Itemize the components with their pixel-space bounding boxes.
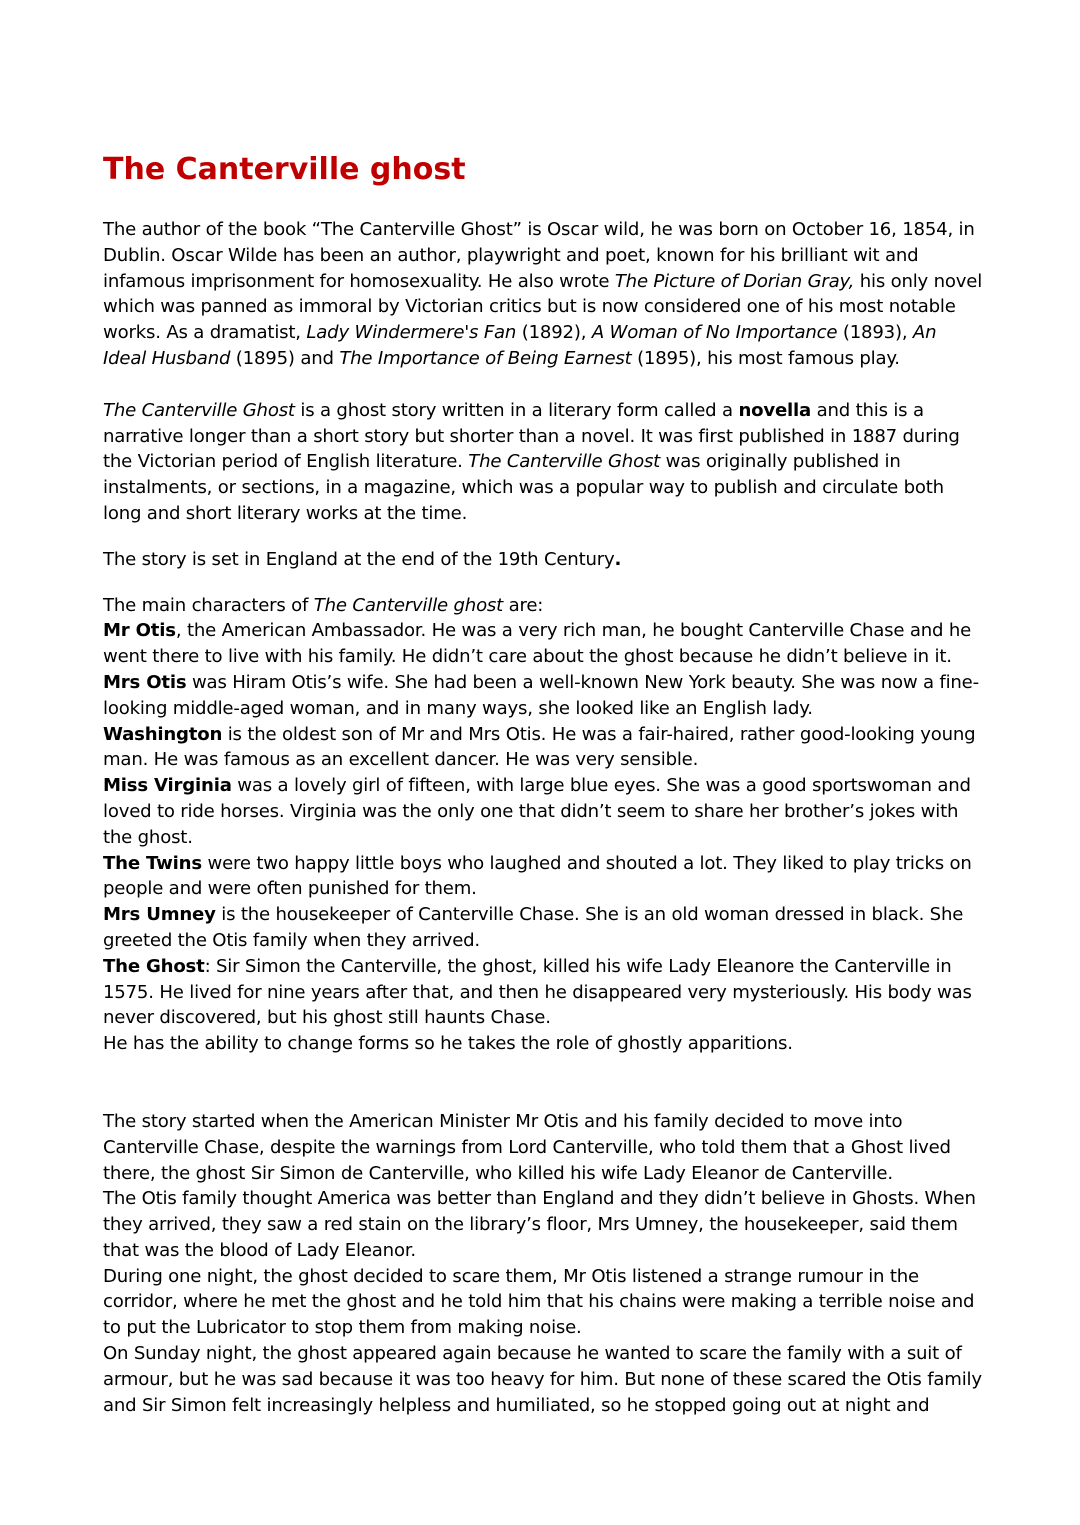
play-title-windermere: Lady Windermere's Fan xyxy=(306,322,517,344)
play-title-ideal-husband: An Ideal Husband xyxy=(103,322,937,369)
text-run: The main characters of xyxy=(103,594,314,616)
story-paragraph-3: During one night, the ghost decided to scare them, Mr Otis listened a strange rumour in the corridor, where he met the ghost and he told him that his chains were making a terrible noise and to put the Lubricator to stop them from making noise. xyxy=(103,1265,975,1339)
ghost-ability-line: He has the ability to change forms so he takes the role of ghostly apparitions. xyxy=(103,1033,793,1055)
character-name: Miss Virginia xyxy=(103,775,232,797)
character-name: The Ghost xyxy=(103,955,205,977)
character-entry-mrs-otis xyxy=(103,670,983,722)
story-paragraph-2: The Otis family thought America was better than England and they didn’t believe in Ghosts. When they arrived, they saw a red stain on the library’s floor, Mrs Umney, the housekeeper, said them that was the blood of Lady Eleanor. xyxy=(103,1188,976,1261)
character-entry-ghost xyxy=(103,954,983,1031)
character-description: , the American Ambassador. He was a very rich man, he bought Canterville Chase and he went there to live with his family. He didn’t care about the ghost because he didn’t believe in it. xyxy=(103,620,972,668)
character-description: : Sir Simon the Canterville, the ghost, killed his wife Lady Eleanore the Canterville in 1575. He lived for nine years after that, and then he disappeared very mysteriously. His body was never discovered, but his ghost still haunts Chase. xyxy=(103,955,972,1029)
text-run: The story is set in England at the end of the 19th Century xyxy=(103,548,615,570)
text-run: (1892), xyxy=(516,322,592,344)
setting-paragraph xyxy=(103,547,983,573)
author-paragraph xyxy=(103,217,983,372)
text-run: is a ghost story written in a literary form called a xyxy=(294,399,739,421)
character-description: was Hiram Otis’s wife. She had been a well-known New York beauty. She was now a fine-looking middle-aged woman, and in many ways, she looked like an English lady. xyxy=(103,671,979,719)
character-name: Mrs Otis xyxy=(103,671,187,693)
book-title: The Canterville Ghost xyxy=(103,399,295,421)
novella-paragraph xyxy=(103,398,983,527)
characters-intro xyxy=(103,593,983,619)
character-description: was a lovely girl of fifteen, with large blue eyes. She was a good sportswoman and loved to ride horses. Virginia was the only one that didn’t seem to share her brother’s jokes with the ghost. xyxy=(103,775,971,848)
bold-period: . xyxy=(614,548,622,570)
story-paragraph-4: On Sunday night, the ghost appeared again because he wanted to scare the family with a suit of armour, but he was sad because it was too heavy for him. But none of these scared the Otis family and Sir Simon felt increasingly helpless and humiliated, so he stopped going out at night and xyxy=(103,1343,982,1416)
text-run: (1893), xyxy=(837,322,913,344)
text-run: was originally published in instalments, or sections, in a magazine, which was a popular way to publish and circulate both long and short literary works at the time. xyxy=(103,451,944,524)
character-entry-twins xyxy=(103,851,983,903)
character-name: The Twins xyxy=(103,852,202,874)
character-name: Mr Otis xyxy=(103,620,176,642)
character-entry-washington xyxy=(103,722,983,774)
character-entry-mr-otis xyxy=(103,618,983,670)
book-title: The Canterville ghost xyxy=(313,594,504,616)
character-entry-mrs-umney xyxy=(103,902,983,954)
text-run: his only novel which was panned as immoral by Victorian critics but is now considered one of his most notable works. As a dramatist, xyxy=(103,270,983,344)
book-title-dorian-gray: The Picture of Dorian Gray, xyxy=(614,270,855,292)
text-run: (1895) and xyxy=(230,347,340,369)
bold-term-novella: novella xyxy=(738,399,812,421)
character-name: Mrs Umney xyxy=(103,904,216,926)
text-run: The author of the book “The Canterville Ghost” is Oscar wild, he was born on October 16, 1854, in Dublin. Oscar Wilde has been an author, playwright and poet, known for his brilliant wit and infamous imprisonment for homosexuality. He also wrote xyxy=(103,219,975,292)
story-paragraph-1: The story started when the American Minister Mr Otis and his family decided to move into Canterville Chase, despite the warnings from Lord Canterville, who told them that a Ghost lived there, the ghost Sir Simon de Canterville, who killed his wife Lady Eleanor de Canterville. xyxy=(103,1110,951,1184)
page-title: The Canterville ghost xyxy=(103,152,466,187)
character-description: is the oldest son of Mr and Mrs Otis. He was a fair-haired, rather good-looking young man. He was famous as an excellent dancer. He was very sensible. xyxy=(103,723,976,771)
character-entry-virginia xyxy=(103,773,983,850)
character-name: Washington xyxy=(103,723,223,745)
text-run: are: xyxy=(503,594,544,616)
text-run: (1895), his most famous play. xyxy=(631,347,900,369)
document-body xyxy=(103,150,983,1418)
play-title-no-importance: A Woman of No Importance xyxy=(591,322,838,344)
character-description: were two happy little boys who laughed and shouted a lot. They liked to play tricks on people and were often punished for them. xyxy=(103,852,972,900)
play-title-earnest: The Importance of Being Earnest xyxy=(339,347,632,369)
book-title: The Canterville Ghost xyxy=(468,451,661,473)
text-run: and this is a narrative longer than a short story but shorter than a novel. It was first published in 1887 during the Victorian period of English literature. xyxy=(103,399,960,473)
character-description: is the housekeeper of Canterville Chase. She is an old woman dressed in black. She greeted the Otis family when they arrived. xyxy=(103,904,964,951)
